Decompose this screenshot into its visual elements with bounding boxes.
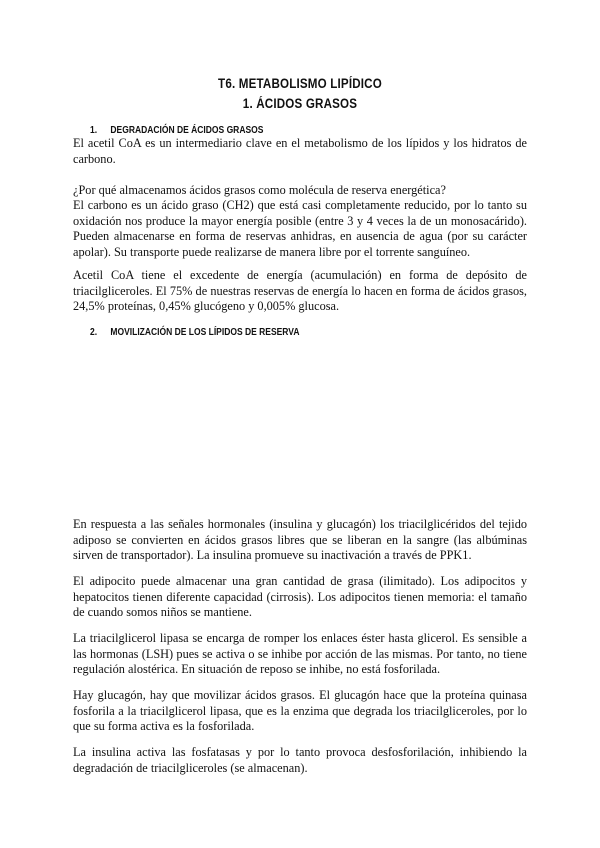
paragraph: ¿Por qué almacenamos ácidos grasos como molécula de reserva energética? <box>73 183 446 197</box>
paragraph: La insulina activa las fosfatasas y por lo tanto provoca desfosforilación, inhibiendo la degradación de triacilgliceroles (se almacenan). <box>73 745 527 775</box>
section-number-1: 1. <box>90 125 98 136</box>
paragraph: El adipocito puede almacenar una gran cantidad de grasa (ilimitado). Los adipocitos y hepatocitos tienen diferente capacidad (cirrosis). Los adipocitos tienen memoria: el tamaño de cuando somos niños se mantiene. <box>73 574 527 620</box>
document-title: T6. METABOLISMO LIPÍDICO <box>218 76 382 91</box>
paragraph: Hay glucagón, hay que movilizar ácidos grasos. El glucagón hace que la proteína quinasa fosforila a la triacilglicerol lipasa, que es la enzima que degrada los triacilgliceroles, por lo que su forma activa es la fosforilada. <box>73 688 527 734</box>
title-block <box>0 74 600 114</box>
section-heading-text-1: DEGRADACIÓN DE ÁCIDOS GRASOS <box>110 125 264 136</box>
document-subtitle: 1. ÁCIDOS GRASOS <box>242 96 358 111</box>
paragraph: En respuesta a las señales hormonales (insulina y glucagón) los triacilglicéridos del tejido adiposo se convierten en ácidos grasos libres que se liberan en la sangre (las albúminas sirven de transportador). La insulina promueve su inactivación a través de PPK1. <box>73 517 527 563</box>
paragraph: El acetil CoA es un intermediario clave en el metabolismo de los lípidos y los hidratos de carbono. <box>73 136 527 166</box>
paragraph: La triacilglicerol lipasa se encarga de romper los enlaces éster hasta glicerol. Es sensible a las hormonas (LSH) pues se activa o se inhibe por acción de las mismas. Por tanto, no tiene regulación alostérica. En situación de reposo se inhibe, no está fosforilada. <box>73 631 527 677</box>
section-heading-text-2: MOVILIZACIÓN DE LOS LÍPIDOS DE RESERVA <box>110 327 300 338</box>
section-heading-2 <box>90 326 299 340</box>
section-number-2: 2. <box>90 327 98 338</box>
paragraph: El carbono es un ácido graso (CH2) que está casi completamente reducido, por lo tanto su oxidación nos produce la mayor energía posible (entre 3 y 4 veces la de un monosacárido). Pueden almacenarse en forma de reservas anhidras, en ausencia de agua (por su carácter apolar). Su transporte puede realizarse de manera libre por el torrente sanguíneo. <box>73 198 527 259</box>
paragraph: Acetil CoA tiene el excedente de energía (acumulación) en forma de depósito de triacilgliceroles. El 75% de nuestras reservas de energía lo hacen en forma de ácidos grasos, 24,5% proteínas, 0,45% glucógeno y 0,005% glucosa. <box>73 268 527 314</box>
